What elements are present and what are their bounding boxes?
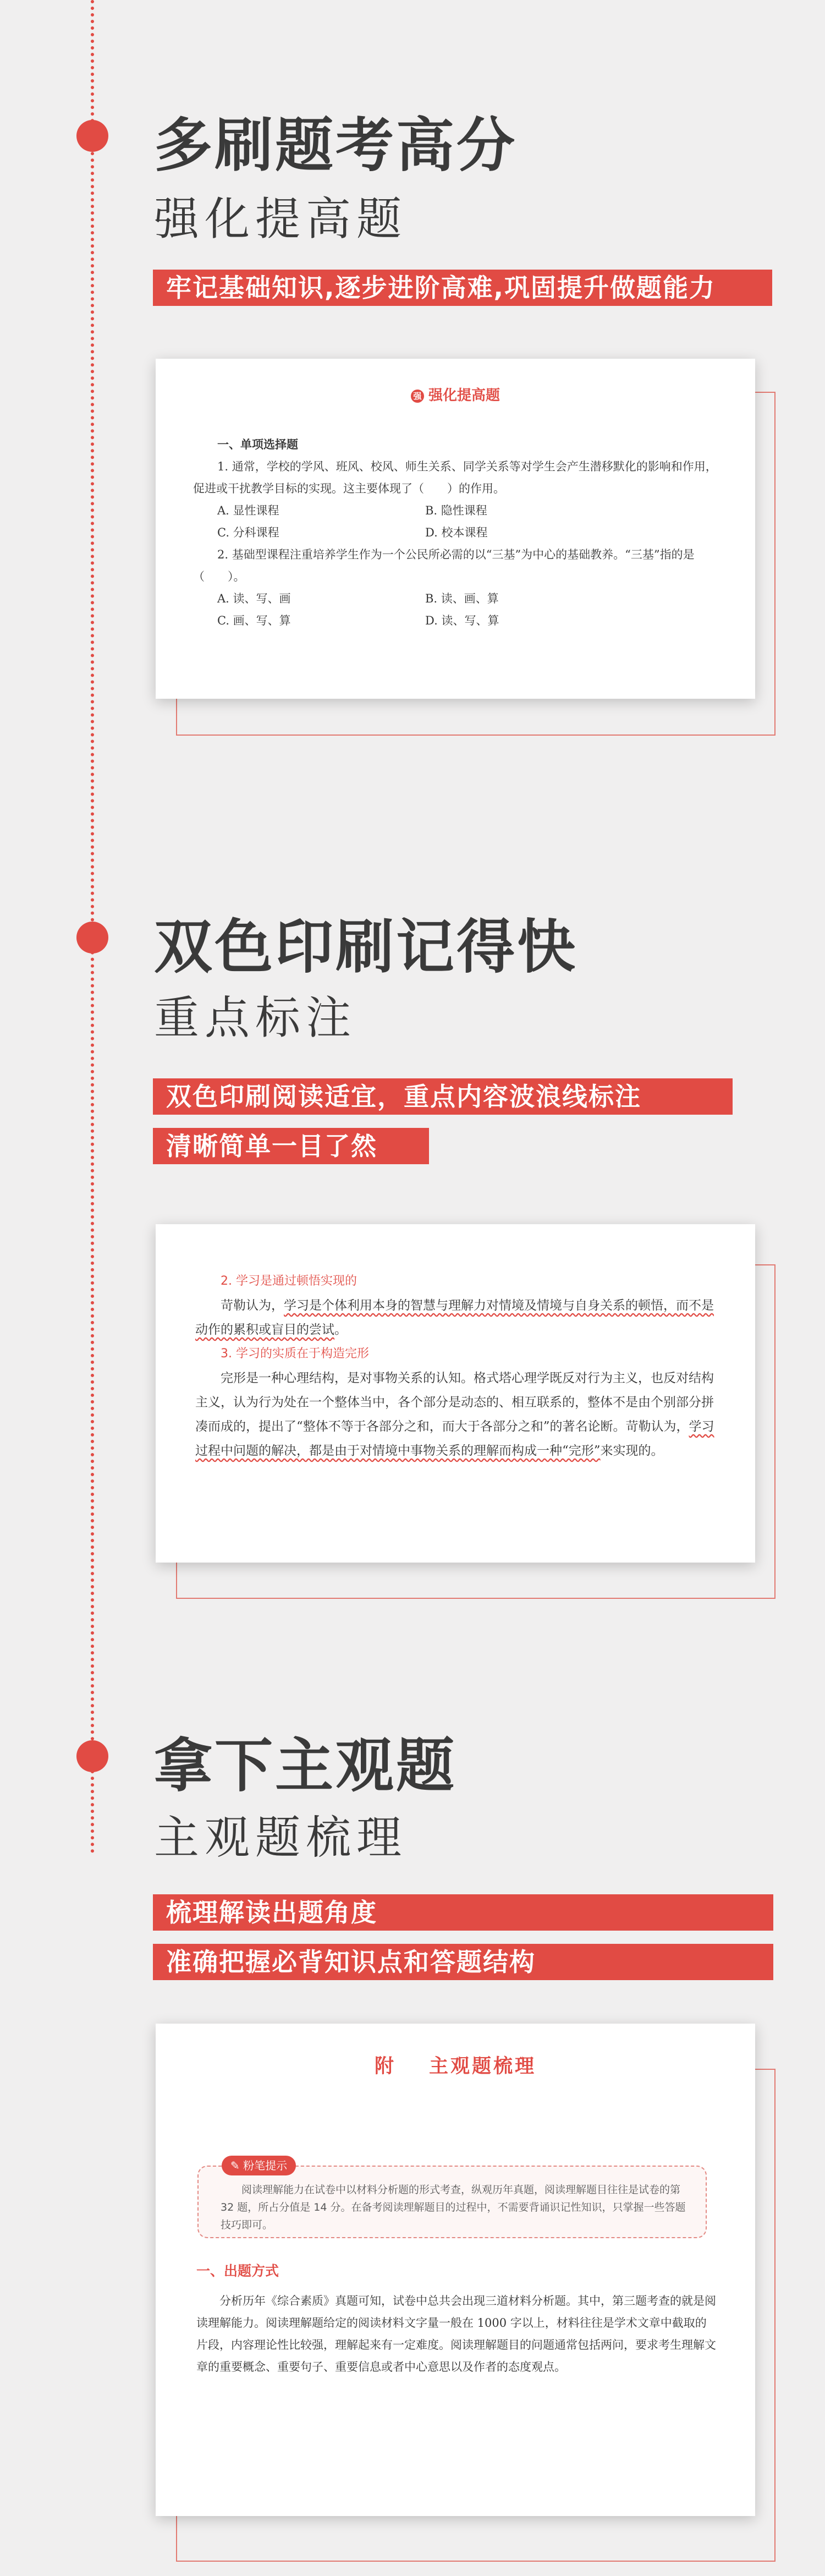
- tip-label-text: 粉笔提示: [243, 2159, 288, 2172]
- section-title: 双色印刷记得快: [154, 913, 578, 981]
- badge-icon: 强: [411, 390, 424, 403]
- option-row: [217, 522, 724, 544]
- text-span: 。: [334, 1323, 347, 1337]
- card-header: [156, 2051, 755, 2079]
- question-text: 1. 通常，学校的学风、班风、校风、师生关系、同学关系等对学生会产生潜移默化的影响和作用，促进或干扰教学目标的实现。这主要体现了（ ）的作用。: [193, 460, 717, 495]
- card-header-label: 强化提高题: [428, 387, 500, 404]
- feature-tag: 清晰简单一目了然: [153, 1128, 429, 1164]
- option-row: [217, 610, 724, 632]
- feature-tag: 准确把握必背知识点和答题结构: [153, 1944, 773, 1980]
- option: D. 读、写、算: [425, 614, 499, 627]
- feature-tag: 梳理解读出题角度: [153, 1894, 773, 1931]
- question-content: [193, 434, 724, 632]
- highlighted-heading: 2. 学习是通过顿悟实现的: [221, 1274, 357, 1288]
- sample-page-card: [156, 2024, 755, 2516]
- option: A. 显性课程: [217, 504, 279, 517]
- feature-tag: 牢记基础知识,逐步进阶高难,巩固提升做题能力: [153, 270, 772, 306]
- option: B. 隐性课程: [425, 504, 487, 517]
- question-section-heading: 一、单项选择题: [217, 438, 298, 451]
- wavy-underline-text: 学习过程中问题的解决，都是由于对情境中事物关系的理解而构成一种“完形”: [195, 1419, 714, 1458]
- highlighted-content: [195, 1269, 720, 1463]
- section-subtitle: 重点标注: [154, 992, 357, 1044]
- wavy-underline-text: 学习是个体利用本身的智慧与理解力对情境及情境与自身关系的顿悟，而不是动作的累积或盲目的尝试: [195, 1298, 714, 1337]
- highlighted-heading: 3. 学习的实质在于构造完形: [221, 1347, 369, 1361]
- option-row: [217, 588, 724, 610]
- card-header: [156, 384, 755, 404]
- text-span: 来实现的。: [600, 1444, 664, 1458]
- section-subtitle: 强化提高题: [154, 193, 408, 245]
- sample-page-card: [156, 359, 755, 699]
- section-title: 拿下主观题: [154, 1732, 457, 1800]
- option-row: [217, 500, 724, 522]
- tip-label: ✎ 粉笔提示: [222, 2156, 296, 2175]
- question-text: 2. 基础型课程注重培养学生作为一个公民所必需的以“三基”为中心的基础教养。“三基”指的是（ ）。: [193, 548, 695, 583]
- section-title: 多刷题考高分: [154, 112, 517, 179]
- content-section-heading: 一、出题方式: [196, 2263, 279, 2279]
- header-prefix: 附: [374, 2056, 396, 2078]
- sample-page-card: [156, 1224, 755, 1563]
- header-title: 主观题梳理: [429, 2056, 537, 2078]
- paragraph: [195, 1294, 720, 1342]
- tip-text: 阅读理解能力在试卷中以材料分析题的形式考查，纵观历年真题，阅读理解题目往往是试卷的第 32 题，所占分值是 14 分。在备考阅读理解题目的过程中，不需要背诵识记性知识，只掌握一些答题技巧即可。: [221, 2184, 686, 2231]
- text-span: 完形是一种心理结构，是对事物关系的认知。格式塔心理学既反对行为主义，也反对结构主义，认为行为处在一个整体当中，各个部分是动态的、相互联系的，整体不是由个别部分拼凑而成的，提出了“整体不等于各部分之和，而大于各部分之和”的著名论断。苛勒认为，: [195, 1371, 714, 1434]
- content-body: [196, 2290, 717, 2378]
- paragraph: [195, 1366, 720, 1463]
- section-subtitle: 主观题梳理: [154, 1812, 408, 1864]
- text-span: 苛勒认为，: [221, 1298, 284, 1313]
- feature-tag: 双色印刷阅读适宜，重点内容波浪线标注: [153, 1078, 733, 1115]
- option: A. 读、写、画: [217, 592, 291, 605]
- timeline-dot: [76, 120, 108, 152]
- option: C. 画、写、算: [217, 614, 291, 627]
- option: D. 校本课程: [425, 526, 488, 539]
- timeline-dot: [76, 922, 108, 953]
- paragraph: 分析历年《综合素质》真题可知，试卷中总共会出现三道材料分析题。其中，第三题考查的就是阅读理解能力。阅读理解题给定的阅读材料文字量一般在 1000 字以上，材料往往是学术文章中截取的片段，内容理论性比较强，理解起来有一定难度。阅读理解题目的问题通常包括两问，要求考生理解文章的重要概念、重要句子、重要信息或者中心意思以及作者的态度观点。: [196, 2294, 716, 2374]
- tip-box: [197, 2159, 707, 2238]
- option: C. 分科课程: [217, 526, 279, 539]
- option: B. 读、画、算: [425, 592, 499, 605]
- timeline-dot: [76, 1740, 108, 1772]
